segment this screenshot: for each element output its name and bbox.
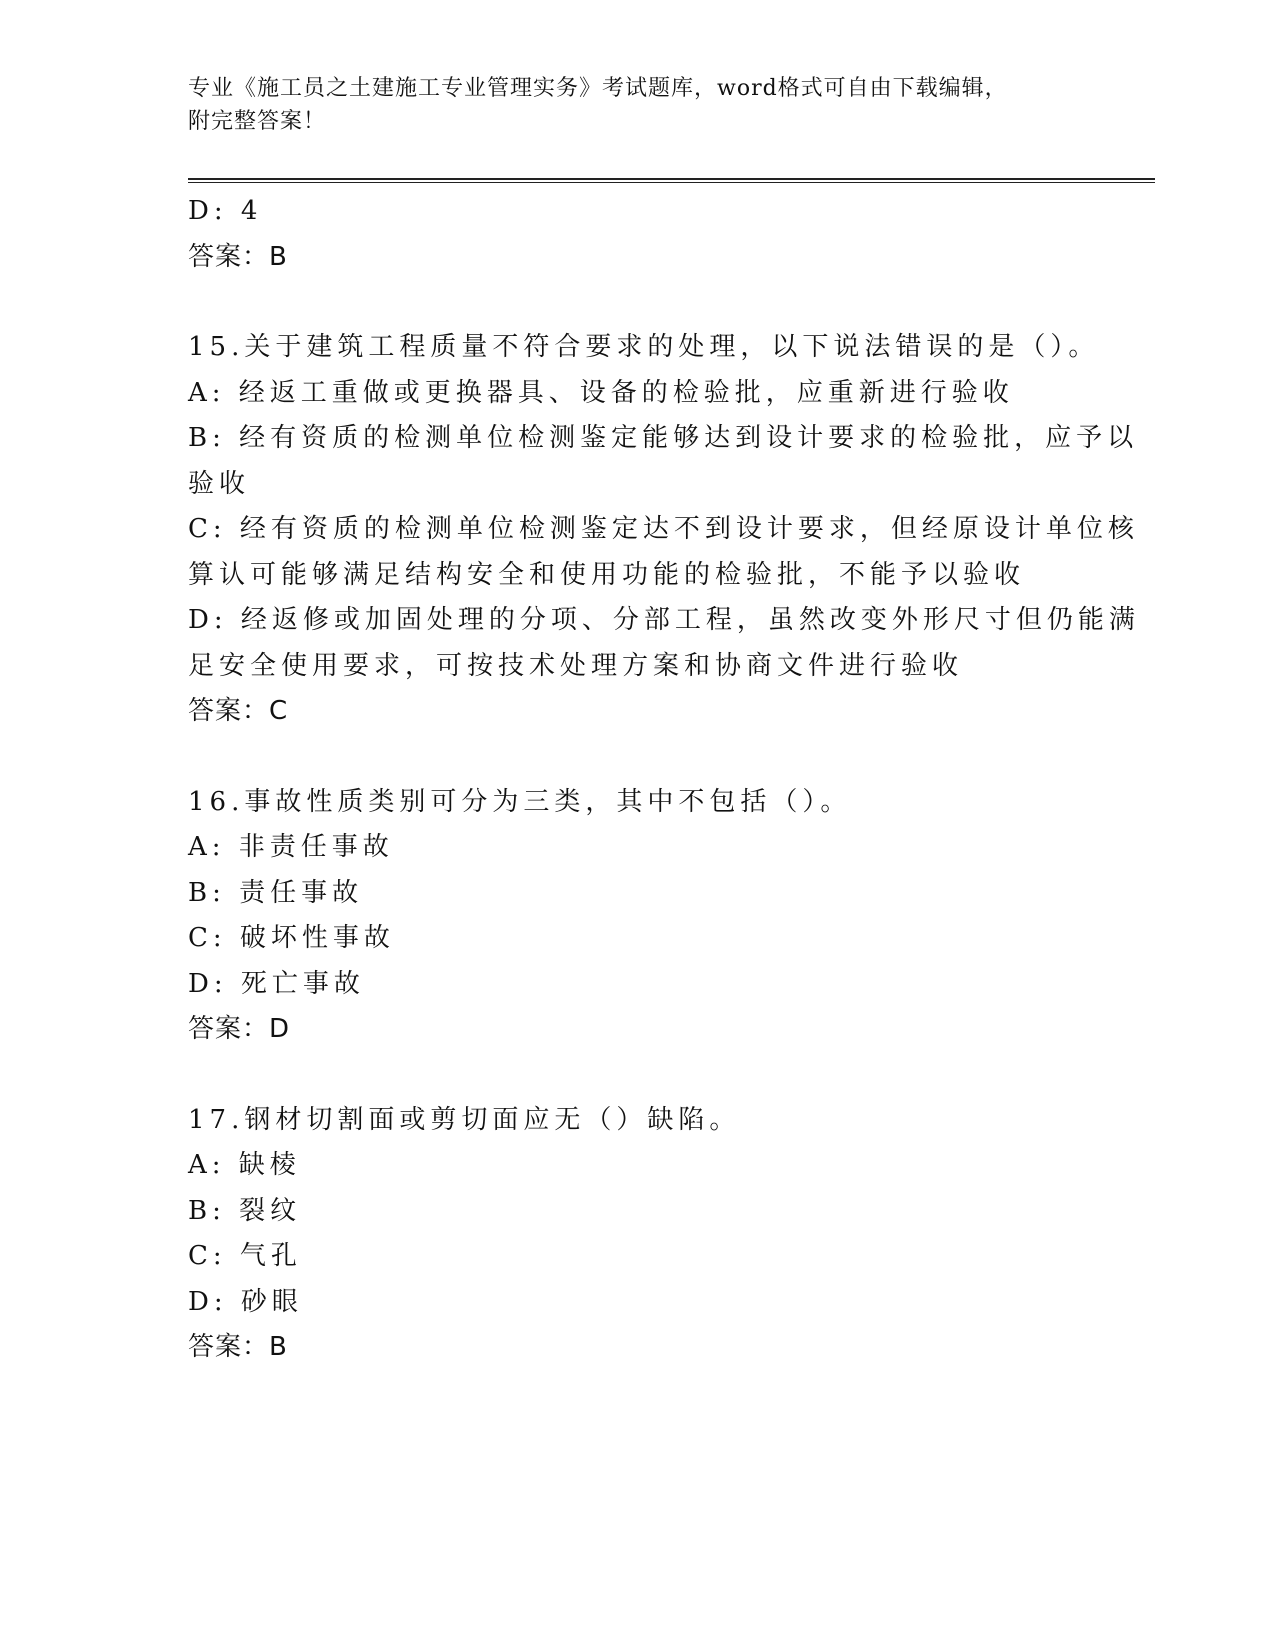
q16-answer: 答案：D — [188, 1014, 291, 1044]
header-title-line2: 附完整答案！ — [188, 109, 327, 134]
spacer — [188, 735, 1088, 780]
q16-option-b: B: 责任事故 — [188, 877, 364, 908]
prev-option-d: D: 4 — [188, 196, 263, 226]
q15-answer: 答案：C — [188, 696, 289, 726]
q15-option-a: A: 经返工重做或更换器具、设备的检验批，应重新进行验收 — [188, 377, 1014, 408]
prev-answer: 答案：B — [188, 241, 288, 272]
q16-option-a: A: 非责任事故 — [188, 832, 394, 862]
page-header — [188, 72, 1088, 138]
q15-question: 15.关于建筑工程质量不符合要求的处理，以下说法错误的是（）。 — [188, 332, 1100, 362]
q15-option-d-line2: 足安全使用要求，可按技术处理方案和协商文件进行验收 — [188, 650, 964, 681]
q17-option-d: D: 砂眼 — [188, 1286, 303, 1317]
q15-option-c-line1: C: 经有资质的检测单位检测鉴定达不到设计要求，但经原设计单位核 — [188, 514, 1139, 544]
q15-option-b-line2: 验收 — [188, 468, 251, 499]
q16-option-d: D: 死亡事故 — [188, 968, 365, 999]
q17-option-c: C: 气孔 — [188, 1241, 302, 1271]
q15-option-d-line1: D: 经返修或加固处理的分项、分部工程，虽然改变外形尺寸但仍能满 — [188, 605, 1140, 635]
q16-option-c: C: 破坏性事故 — [188, 923, 395, 953]
header-divider — [188, 178, 1155, 183]
q16-question: 16.事故性质类别可分为三类，其中不包括（）。 — [188, 786, 852, 817]
q17-question: 17.钢材切割面或剪切面应无（）缺陷。 — [188, 1104, 741, 1135]
header-title-line1: 专业《施工员之土建施工专业管理实务》考试题库，word格式可自由下载编辑， — [188, 76, 1008, 101]
document-body — [188, 189, 1140, 1371]
spacer — [188, 1053, 1088, 1098]
q17-option-b: B: 裂纹 — [188, 1195, 302, 1226]
q15-option-b-line1: B: 经有资质的检测单位检测鉴定能够达到设计要求的检验批，应予以 — [188, 423, 1139, 453]
q17-option-a: A: 缺棱 — [188, 1150, 301, 1180]
q15-option-c-line2: 算认可能够满足结构安全和使用功能的检验批，不能予以验收 — [188, 559, 1026, 590]
q17-answer: 答案：B — [188, 1332, 288, 1362]
spacer — [188, 280, 1088, 325]
